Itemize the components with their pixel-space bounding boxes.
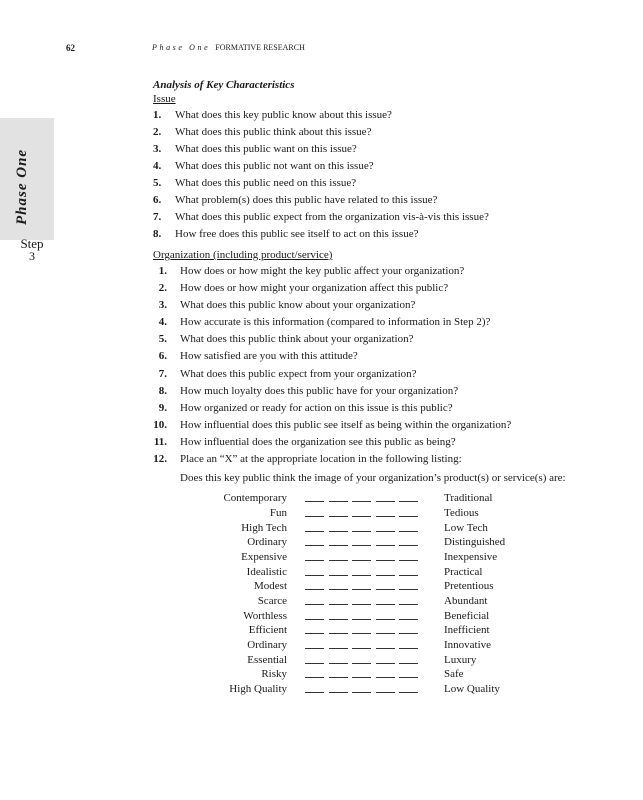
list-item	[153, 175, 583, 192]
list-item	[153, 400, 583, 417]
rating-blank[interactable]	[399, 516, 418, 517]
rating-blank[interactable]	[352, 589, 371, 590]
left-adjective: Contemporary	[223, 492, 287, 505]
rating-blank[interactable]	[376, 516, 395, 517]
listing-row	[153, 491, 583, 506]
item-number: 1.	[153, 109, 162, 121]
right-adjective: Tedious	[444, 506, 479, 519]
issue-question-list	[153, 107, 583, 243]
rating-blank[interactable]	[376, 575, 395, 576]
rating-blank[interactable]	[399, 545, 418, 546]
item-number: 8.	[158, 384, 167, 397]
semantic-differential-listing	[153, 491, 583, 697]
item-number: 12.	[153, 453, 167, 466]
page-number: 62	[66, 43, 75, 53]
right-adjective: Inexpensive	[444, 550, 498, 563]
listing-row	[153, 579, 583, 594]
item-text: What does this public know about your organization?	[180, 299, 416, 312]
left-adjective: High Quality	[229, 683, 287, 696]
list-item	[153, 280, 583, 297]
item-number: 6.	[158, 350, 167, 363]
item-text: What does this public expect from your organization?	[180, 367, 417, 380]
list-item	[153, 158, 583, 175]
rating-blank[interactable]	[399, 501, 418, 502]
left-adjective: Ordinary	[247, 536, 287, 549]
running-header	[0, 43, 643, 57]
rating-blank[interactable]	[376, 677, 395, 678]
listing-row	[153, 653, 583, 668]
left-adjective: Fun	[269, 506, 287, 519]
running-title	[152, 43, 305, 52]
section-title: Analysis of Key Characteristics	[153, 79, 295, 91]
listing-row	[153, 506, 583, 521]
rating-blank[interactable]	[305, 516, 324, 517]
rating-blank[interactable]	[352, 663, 371, 664]
rating-blank[interactable]	[329, 589, 348, 590]
rating-blank[interactable]	[329, 604, 348, 605]
rating-blank[interactable]	[305, 604, 324, 605]
rating-blank[interactable]	[352, 619, 371, 620]
rating-blank[interactable]	[305, 589, 324, 590]
rating-blank[interactable]	[329, 648, 348, 649]
organization-heading: Organization (including product/service)	[153, 249, 333, 261]
item-text: What does this public need on this issue?	[175, 177, 357, 189]
listing-row	[153, 550, 583, 565]
rating-blank[interactable]	[399, 531, 418, 532]
rating-blank[interactable]	[376, 692, 395, 693]
rating-blank[interactable]	[376, 589, 395, 590]
item-text: What does this public expect from the organization vis-à-vis this issue?	[175, 211, 489, 223]
rating-blank[interactable]	[305, 531, 324, 532]
listing-row	[153, 565, 583, 580]
rating-blank[interactable]	[352, 516, 371, 517]
item-number: 5.	[153, 177, 162, 189]
rating-blank[interactable]	[352, 677, 371, 678]
right-adjective: Abundant	[444, 594, 488, 607]
item-number: 10.	[153, 418, 167, 431]
item-number: 3.	[153, 143, 162, 155]
rating-blank[interactable]	[352, 531, 371, 532]
item-text: How influential does the organization see this public as being?	[180, 435, 456, 448]
rating-blank[interactable]	[329, 560, 348, 561]
item-text: How satisfied are you with this attitude?	[180, 350, 358, 363]
item-number: 2.	[153, 126, 162, 138]
issue-heading: Issue	[153, 93, 176, 105]
list-item	[153, 417, 583, 434]
listing-row	[153, 682, 583, 697]
right-adjective: Inefficient	[444, 624, 490, 637]
running-section: FORMATIVE RESEARCH	[215, 43, 305, 52]
item-text: What does this key public know about this issue?	[175, 109, 392, 121]
item-text: How organized or ready for action on this issue is this public?	[180, 401, 453, 414]
rating-blank[interactable]	[376, 501, 395, 502]
item-text: How does or how might your organization affect this public?	[180, 282, 449, 295]
list-item	[153, 314, 583, 331]
right-adjective: Pretentious	[444, 580, 494, 593]
rating-blanks	[305, 692, 423, 707]
listing-row	[153, 521, 583, 536]
item-number: 6.	[153, 194, 162, 206]
rating-blank[interactable]	[329, 663, 348, 664]
list-item	[153, 226, 583, 243]
item-number: 11.	[153, 435, 167, 448]
organization-question-list	[153, 263, 583, 468]
rating-blank[interactable]	[376, 633, 395, 634]
left-adjective: Efficient	[248, 624, 287, 637]
rating-blank[interactable]	[352, 648, 371, 649]
list-item	[153, 209, 583, 226]
item-text: What does this public think about this issue?	[175, 126, 372, 138]
rating-blank[interactable]	[305, 677, 324, 678]
right-adjective: Innovative	[444, 639, 492, 651]
item-number: 8.	[153, 228, 162, 240]
list-item	[153, 434, 583, 451]
item-number: 7.	[153, 211, 162, 223]
list-item	[153, 141, 583, 158]
rating-blank[interactable]	[352, 560, 371, 561]
rating-blank[interactable]	[329, 575, 348, 576]
rating-blank[interactable]	[305, 619, 324, 620]
listing-row	[153, 535, 583, 550]
right-adjective: Beneficial	[444, 609, 490, 622]
rating-blank[interactable]	[329, 633, 348, 634]
item-text: How influential does this public see itself as being within the organization?	[180, 418, 512, 431]
rating-blank[interactable]	[399, 692, 418, 693]
right-adjective: Distinguished	[444, 536, 506, 549]
rating-blank[interactable]	[399, 648, 418, 649]
left-adjective: Risky	[261, 668, 287, 681]
list-item	[153, 331, 583, 348]
listing-row	[153, 623, 583, 638]
listing-row	[153, 609, 583, 624]
list-item	[153, 107, 583, 124]
left-adjective: Essential	[247, 653, 287, 666]
rating-blank[interactable]	[305, 560, 324, 561]
left-adjective: Modest	[254, 580, 287, 593]
rating-blank[interactable]	[352, 604, 371, 605]
rating-blank[interactable]	[399, 604, 418, 605]
item-text: How much loyalty does this public have for your organization?	[180, 384, 459, 397]
rating-blank[interactable]	[329, 516, 348, 517]
rating-blank[interactable]	[399, 589, 418, 590]
item-text: How free does this public see itself to act on this issue?	[175, 228, 419, 240]
rating-blank[interactable]	[352, 501, 371, 502]
rating-blank[interactable]	[376, 560, 395, 561]
rating-blank[interactable]	[352, 575, 371, 576]
right-adjective: Practical	[444, 565, 483, 578]
item-text: What problem(s) does this public have related to this issue?	[175, 194, 438, 206]
item-text: What does this public think about your organization?	[180, 333, 414, 346]
item-number: 9.	[158, 401, 167, 414]
list-item	[153, 263, 583, 280]
rating-blank[interactable]	[399, 560, 418, 561]
rating-blank[interactable]	[376, 545, 395, 546]
listing-row	[153, 594, 583, 609]
rating-blank[interactable]	[399, 575, 418, 576]
running-phase: Phase One	[152, 43, 211, 52]
rating-blank[interactable]	[305, 648, 324, 649]
left-adjective: Expensive	[241, 550, 287, 563]
right-adjective: Traditional	[444, 492, 493, 505]
list-item	[153, 297, 583, 314]
rating-blank[interactable]	[376, 531, 395, 532]
item-number: 7.	[158, 367, 167, 380]
list-item	[153, 366, 583, 383]
main-content	[153, 78, 583, 697]
item-number: 3.	[158, 299, 167, 312]
right-adjective: Low Quality	[444, 683, 500, 696]
rating-blank[interactable]	[352, 633, 371, 634]
right-adjective: Luxury	[444, 653, 477, 666]
listing-intro: Does this key public think the image of your organization’s product(s) or service(s) are:	[180, 472, 566, 485]
rating-blank[interactable]	[399, 633, 418, 634]
rating-blank[interactable]	[376, 619, 395, 620]
item-number: 1.	[158, 265, 167, 277]
rating-blank[interactable]	[305, 545, 324, 546]
rating-blank[interactable]	[329, 501, 348, 502]
list-item	[153, 192, 583, 209]
rating-blank[interactable]	[305, 501, 324, 502]
rating-blank[interactable]	[305, 692, 324, 693]
right-adjective: Low Tech	[444, 521, 488, 534]
step-label: Step	[20, 236, 44, 251]
list-item	[153, 124, 583, 141]
item-number: 4.	[158, 316, 167, 329]
item-text: What does this public not want on this issue?	[175, 160, 374, 172]
rating-blank[interactable]	[399, 663, 418, 664]
listing-row	[153, 638, 583, 653]
rating-blank[interactable]	[399, 619, 418, 620]
left-adjective: Idealistic	[246, 565, 287, 578]
item-text: How does or how might the key public affect your organization?	[180, 265, 465, 277]
rating-blank[interactable]	[329, 692, 348, 693]
rating-blank[interactable]	[376, 648, 395, 649]
list-item	[153, 383, 583, 400]
left-adjective: Ordinary	[247, 639, 287, 651]
left-adjective: High Tech	[241, 521, 287, 534]
item-text: How accurate is this information (compared to information in Step 2)?	[180, 316, 491, 329]
rating-blank[interactable]	[329, 545, 348, 546]
list-item	[153, 451, 583, 468]
rating-blank[interactable]	[329, 531, 348, 532]
listing-row	[153, 667, 583, 682]
rating-blank[interactable]	[399, 677, 418, 678]
rating-blank[interactable]	[329, 677, 348, 678]
left-adjective: Worthless	[243, 609, 287, 622]
rating-blank[interactable]	[305, 663, 324, 664]
rating-blank[interactable]	[376, 663, 395, 664]
rating-blank[interactable]	[376, 604, 395, 605]
list-item	[153, 348, 583, 365]
right-adjective: Safe	[444, 668, 464, 681]
rating-blank[interactable]	[305, 633, 324, 634]
step-number: 3	[29, 249, 35, 263]
left-adjective: Scarce	[257, 594, 287, 607]
rating-blank[interactable]	[352, 545, 371, 546]
item-number: 5.	[158, 333, 167, 346]
rating-blank[interactable]	[305, 575, 324, 576]
item-text: What does this public want on this issue?	[175, 143, 357, 155]
item-text: Place an “X” at the appropriate location in the following listing:	[180, 453, 462, 466]
side-tab-phase: Phase One	[14, 148, 30, 225]
item-number: 4.	[153, 160, 162, 172]
item-number: 2.	[158, 282, 167, 295]
rating-blank[interactable]	[352, 692, 371, 693]
rating-blank[interactable]	[329, 619, 348, 620]
